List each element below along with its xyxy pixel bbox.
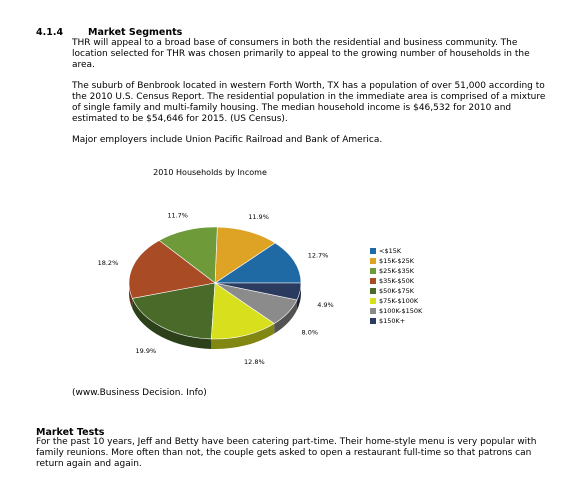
section-title: Market Segments — [88, 27, 183, 38]
pie-value-label: 11.7% — [167, 211, 188, 220]
legend-item — [370, 276, 422, 286]
legend-item — [370, 256, 422, 266]
legend-swatch — [370, 318, 376, 324]
paragraph-employers: Major employers include Union Pacific Railroad and Bank of America. — [72, 135, 383, 145]
legend-swatch — [370, 288, 376, 294]
pie-value-label: 19.9% — [135, 347, 157, 356]
pie-value-label: 8.0% — [301, 328, 319, 337]
legend-label: $35K-$50K — [379, 277, 415, 285]
legend-swatch — [370, 258, 376, 264]
legend-item — [370, 316, 422, 326]
legend-item — [370, 286, 422, 296]
pie-value-label: 18.2% — [97, 259, 119, 268]
chart-title: 2010 Households by Income — [153, 168, 267, 177]
market-tests-heading: Market Tests — [36, 427, 105, 438]
paragraph-benbrook: The suburb of Benbrook located in western Forth Worth, TX has a population of over 51,000 according to the 2010 U.S. Census Report. The residential population in the immediate area is comprised of a mixture of single family and multi-family housing. The median household income is $46,532 for 2010 and estimated to be $54,646 for 2015. (US Census). — [72, 81, 546, 124]
legend-label: $15K-$25K — [379, 257, 415, 265]
income-pie-chart — [90, 195, 360, 365]
legend-label: $50K-$75K — [379, 287, 415, 295]
legend-label: $150K+ — [379, 317, 406, 325]
pie-value-label: 4.9% — [317, 301, 334, 310]
legend-label: $25K-$35K — [379, 267, 415, 275]
pie-value-label: 12.8% — [243, 358, 265, 365]
legend-swatch — [370, 268, 376, 274]
market-tests-body: For the past 10 years, Jeff and Betty have been catering part-time. Their home-style menu is very popular with family reunions. More often than not, the couple gets asked to open a restaurant full-time so that patrons can return again and again. — [36, 437, 537, 469]
legend-item — [370, 266, 422, 276]
legend-swatch — [370, 278, 376, 284]
section-number: 4.1.4 — [36, 27, 64, 38]
legend-label: <$15K — [379, 247, 402, 255]
paragraph-intro: THR will appeal to a broad base of consumers in both the residential and business community. The location selected for THR was chosen primarily to appeal to the growing number of households in the area. — [72, 38, 530, 70]
legend-swatch — [370, 248, 376, 254]
legend-swatch — [370, 308, 376, 314]
pie-value-label: 11.9% — [248, 212, 269, 221]
legend-label: $75K-$100K — [379, 297, 419, 305]
legend-item — [370, 306, 422, 316]
chart-source: (www.Business Decision. Info) — [72, 388, 207, 398]
legend-item — [370, 246, 422, 256]
pie-value-label: 12.7% — [307, 251, 329, 260]
legend-item — [370, 296, 422, 306]
legend-swatch — [370, 298, 376, 304]
legend-label: $100K-$150K — [379, 307, 423, 315]
chart-legend — [370, 246, 422, 326]
